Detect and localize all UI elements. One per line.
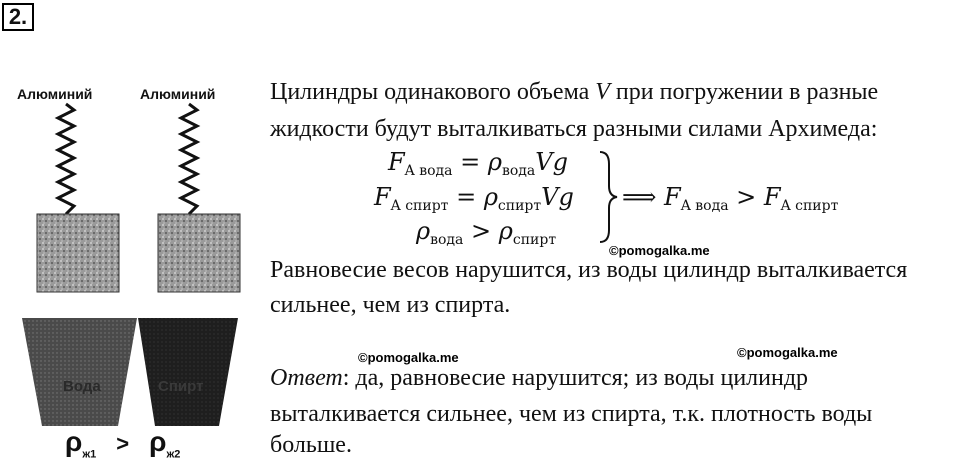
answer-line: Ответ: да, равновесие нарушится; из воды цилиндр [270,365,809,391]
answer-label: Ответ [270,365,343,391]
right-cylinder [158,214,240,292]
curly-brace [597,150,619,245]
equation-1: $F_{A вода} = \rho_{вода}Vg$ [388,148,568,179]
text-line-2: жидкости будут выталкиваться разными силами Архимеда: [270,116,878,142]
watermark: ©pomogalka.me [358,350,459,365]
rho-left: $\rho_{ж1}$ [65,426,97,461]
text-line-3: Равновесие весов нарушится, из воды цилиндр выталкивается [270,257,908,283]
spirit-label: Спирт [158,378,204,395]
water-vessel [22,318,137,426]
rho-right: $\rho_{ж2}$ [149,426,181,461]
conclusion: ⟹ $F_{A вода} > F_{A спирт}$ [622,183,839,214]
right-cylinder-label: Алюминий [140,86,216,102]
spirit-vessel [138,318,238,426]
watermark: ©pomogalka.me [609,243,710,258]
equation-3: $\rho_{вода} > \rho_{спирт}$ [416,217,557,248]
figure-drawing [0,80,250,459]
right-spring [181,104,197,214]
left-spring [58,104,74,214]
text-line-6: выталкивается сильнее, чем из спирта, т.к. плотность воды [270,401,873,427]
left-cylinder [37,214,119,292]
watermark: ©pomogalka.me [737,345,838,360]
text-line-7: больше. [270,432,352,458]
text-line-4: сильнее, чем из спирта. [270,292,511,318]
figure [0,80,250,459]
water-label: Вода [63,378,101,395]
text-line-1: Цилиндры одинакового объема V при погружении в разные [270,79,879,105]
problem-number: 2. [2,3,34,31]
density-comparison [65,426,180,461]
compare-sign: > [116,431,130,456]
equation-2: $F_{A спирт} = \rho_{спирт}Vg$ [374,183,574,214]
left-cylinder-label: Алюминий [17,86,93,102]
